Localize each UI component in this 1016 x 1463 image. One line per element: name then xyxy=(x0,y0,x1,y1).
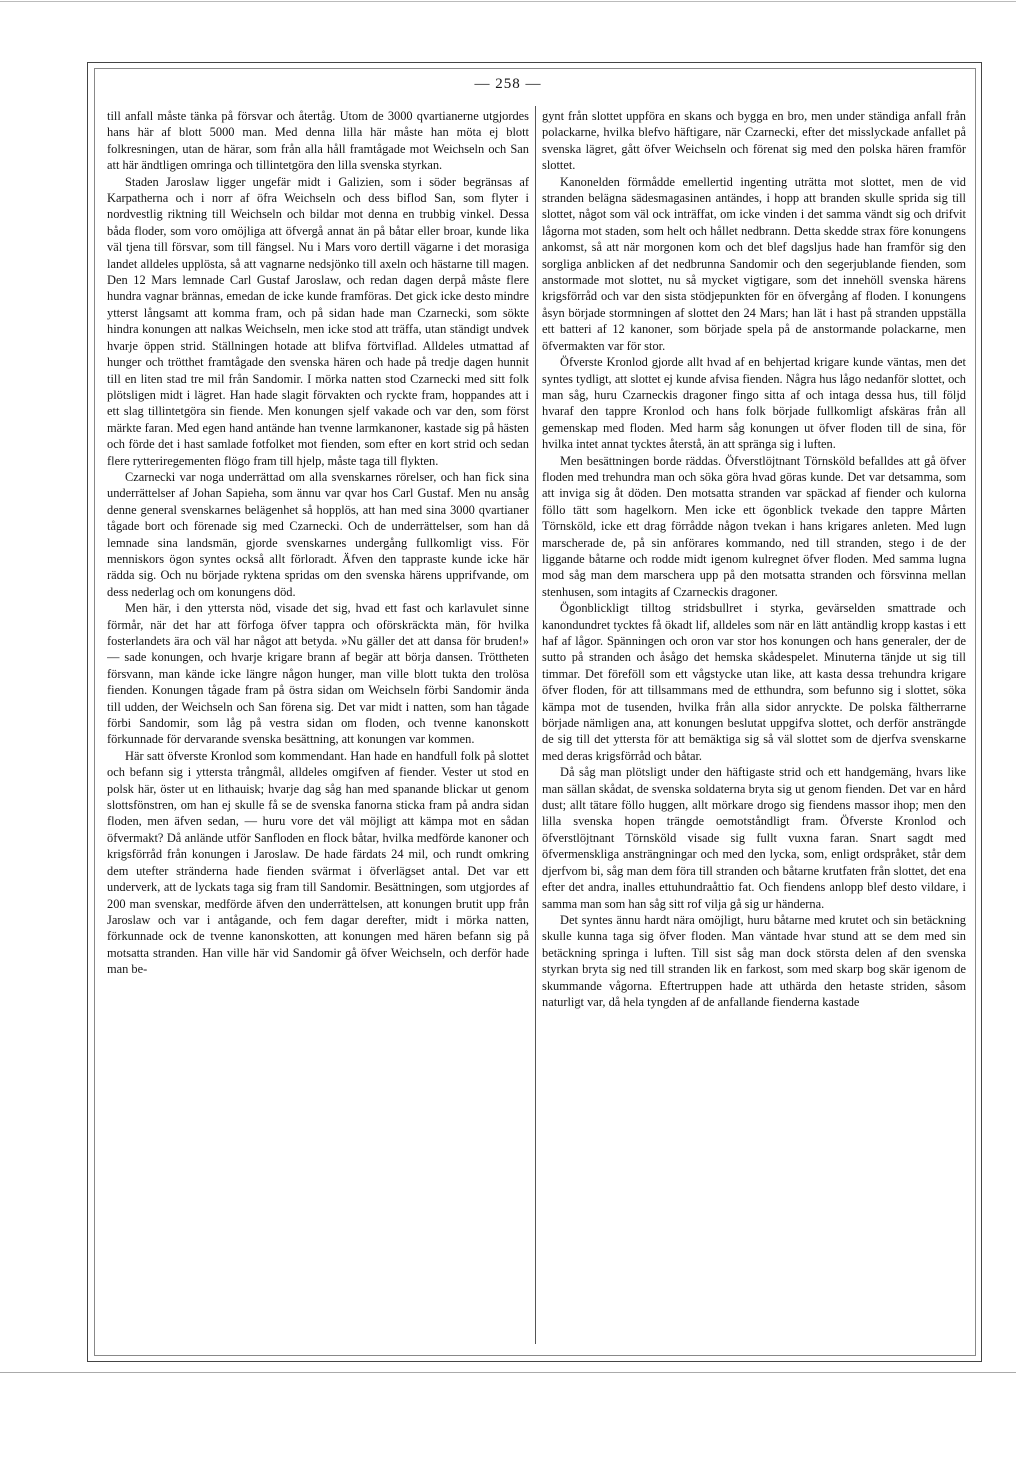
bottom-rule xyxy=(0,1372,1016,1373)
paragraph: Staden Jaroslaw ligger ungefär midt i Galizien, som i söder begränsas af Karpatherna och i norr af öfra Weichseln och dess biflod San, som flyter i nordvestlig riktning till Weichseln och bildar mot denna en trubbig vinkel. Dessa båda floder, som voro omöjliga att öfvergå annat än på båtar eller broar, kunde lika väl tjena till försvar, som till fängsel. Nu i Mars voro dertill vägarne i det morasiga landet alldeles upplösta, så att vagnarne nedsjönko till axeln och hästarne till magen. Den 12 Mars lemnade Carl Gustaf Jaroslaw, och redan dagen derpå måste flere hundra vagnar brännas, emedan de icke kunde framföras. Det gick icke desto mindre ytterst långsamt att komma fram, och på sidan hade man Czarnecki, som sökte hindra konungen att nalkas Weichseln, men icke stod att träffa, utan ständigt undvek hvarje öppen strid. Ställningen hotade att blifva förtviflad. Alldeles utmattad af hunger och trötthet framtågade den svenska hären och hade på tredje dagen hunnit till en liten stad tre mil från Sandomir. I mörka natten stod Czarnecki med sitt folk plötsligen midt i lägret. Han hade slagit förvakten och ryckte fram, hoppandes att i ett slag tillintetgöra sin fiende. Men konungen sjelf vakade och var den, som först märkte faran. Med egen hand antände han tvenne larmkanoner, kastade sig på hästen och förde det i hast samlade fotfolket mot fienden, som efter en kort strid och sedan flere rytteriregementen flögo fram till hjelp, måste taga till flykten. xyxy=(107,174,529,468)
paragraph: Då såg man plötsligt under den häftigaste strid och ett handgemäng, hvars like man sällan skådat, de svenska soldaterna bryta sig ut genom fienden. Det var en hård dust; allt tätare föllo huggen, allt mörkare drogo sig fiendens massor ihop; men den lilla svenska hopen trängde oemotståndligt fram. Öfverste Kronlod och öfverstlöjtnant Törnsköld visade sig fullt vuxna faran. Snart sagdt med öfvermenskliga ansträngningar och med den lycka, som, enligt ordspråket, står dem djerfvom bi, såg man dem föra till stranden och båtarne krutfaten från slottet, det ena efter det andra, inalles ettuhundraåttio fat. Och fiendens anlopp blef desto vildare, i samma man som han såg sitt rof vilja gå sig ur händerna. xyxy=(542,765,966,911)
paragraph: Men här, i den yttersta nöd, visade det sig, hvad ett fast och karlavulet sinne förmår, när det har att förfoga öfver tappra och oförskräckta män, för hvilka fosterlandets ära och väl har något att betyda. »Nu gäller det att dansa för bruden!» — sade konungen, och hvarje krigare brann af begär att börja dansen. Tröttheten försvann, man kände icke längre någon hunger, man ville blott tukta den trolösa fienden. Konungen tågade fram på östra sidan om Weichseln förbi Sandomir ända till udden, der Weichseln och San förena sig. Det var midt i natten, som han tågade förbi Sandomir, som låg på vestra sidan om floden, och tvenne kanonskott förkunnade för dervarande svenska besättning, att konungen var kommen. xyxy=(107,601,529,747)
paragraph: gynt från slottet uppföra en skans och bygga en bro, men under ständiga anfall från polackarne, hvilka blefvo häftigare, när Czarnecki, efter det misslyckade anfallet på svenska lägret, gått öfver Weichseln och förenat sig med den polska hären framför slottet. xyxy=(542,109,966,173)
paragraph: till anfall måste tänka på försvar och återtåg. Utom de 3000 qvartianerne utgjordes hans här af blott 5000 man. Med denna lilla här måste han möta ej blott folkresningen, utan de härar, som från alla håll framtågade mot Weichseln och San att här ändtligen omringa och tillintetgöra den lilla svenska styrkan. xyxy=(107,109,529,173)
paragraph: Kanonelden förmådde emellertid ingenting uträtta mot slottet, men de vid stranden belägna sädesmagasinen antändes, i hopp att branden skulle sprida sig till slottet, något som väl ock inträffat, om icke vinden i det samma vändt sig och drifvit lågorna mot staden, som helt och hållet nedbrann. Detta skedde strax före konungens ankomst, så att när morgonen kom och det blef dagsljus hade han framför sig den sorgliga anblicken af det nedbrunna Sandomir och den segerjublande fienden, som anstormade mot slottet, nu så mycket vigtigare, som det innehöll svenska härens krigsförråd och var den sista stödjepunkten för en öfvergång af floden. I konungens åsyn började stormningen af slottet den 24 Mars; han lät i hast på stranden uppställa ett batteri af 12 kanoner, som började spela på de anstormande polackarne, men öfvermakten var för stor. xyxy=(542,174,966,353)
top-rule xyxy=(0,1,1016,2)
column-divider xyxy=(535,106,536,1344)
paragraph: Det syntes ännu hardt nära omöjligt, huru båtarne med krutet och sin betäckning skulle kunna taga sig öfver floden. Man väntade hvar stund att se dem med sin betäckning springa i luften. Till sist såg man dock största delen af den svenska styrkan bryta sig ned till stranden lik en farkost, som med skarp bog skär igenom de skummande vågorna. Eftertruppen hade att uthärda den hetaste striden, såsom naturligt var, då hela tyngden af de anfallande fienderna kastade xyxy=(542,912,966,1009)
paragraph: Här satt öfverste Kronlod som kommendant. Han hade en handfull folk på slottet och befann sig i yttersta trångmål, alldeles omgifven af fiender. Vester ut stod en polsk här, öster ut en lithauisk; hvarje dag såg han med spanande blickar ut genom slottsfönstren, om han ej skulle få se de svenska fanorna sticka fram på andra sidan floden, men äfven sedan, — huru vore det väl möjligt att kämpa mot en sådan öfvermakt? Då anlände utför Sanfloden en flock båtar, hvilka medförde kanoner och krigsförråd från konungen i Jaroslaw. De hade färdats 24 mil, och rundt omkring dem utefter stränderna hade fienden svärmat i öfverlägset antal. Det var ett underverk, att de lyckats taga sig fram till Sandomir. Besättningen, som utgjordes af 200 man svenskar, medförde äfven den underrättelsen, att konungen brutit upp från Jaroslaw och var i antågande, och fem dagar derefter, midt i mörka natten, förkunnade ock de tvenne kanonskotten, att konungen med hären befann sig på motsatta stranden. Han ville här vid Sandomir gå öfver Weichseln, och derför hade man be- xyxy=(107,748,529,977)
page-number: — 258 — xyxy=(474,76,542,92)
left-column xyxy=(107,108,529,1346)
paragraph: Czarnecki var noga underrättad om alla svenskarnes rörelser, och han fick sina underrättelser af Johan Sapieha, som ännu var qvar hos Carl Gustaf. Men nu ansåg denne general svenskarnes belägenhet så hopplös, att han med sina 3000 qvartianer tågade bort och förenade sig med Czarnecki. Och de underrättelser, som han då lemnade sina landsmän, gjorde svenskarnes undergång fullkomligt viss. För menniskors ögon syntes också allt förloradt. Äfven den tappraste kunde icke här rädda sig. Och nu började ryktena spridas om den svenska härens upprifvande, om dess nederlag och om konungens död. xyxy=(107,469,529,599)
paragraph: Men besättningen borde räddas. Öfverstlöjtnant Törnsköld befalldes att gå öfver floden med trehundra man och söka göra hvad göras kunde. Det var detsamma, som att inviga sig åt döden. Den motsatta stranden var späckad af fiender och kulorna föllo tätt som hagelkorn. Men icke ett ögonblick tvekade den tappre Mårten Törnsköld, icke ett drag förrådde någon tvekan i hans krigares anleten. Med lugn marscherade de, på sin anförares kommando, ned till stranden, stego i de der liggande båtarne och rodde midt igenom kulregnet öfver floden. Med samma lugna mod såg man dem marschera upp på den motsatta stranden och försvinna mellan stenhusen, som intagits af Czarneckis dragoner. xyxy=(542,453,966,599)
right-column xyxy=(542,108,966,1346)
paragraph: Ögonblickligt tilltog stridsbullret i styrka, gevärselden smattrade och kanondundret tycktes få ökadt lif, alldeles som när en lätt antändlig kropp kastas i ett haf af lågor. Spänningen och oron var stor hos konungen och hans generaler, der de sutto på stranden och åsågo det hemska skådespelet. Minuterna tänjde ut sig till timmar. Det föreföll som ett vågstycke utan like, att kasta dessa trehundra krigare öfver floden, för att tillsammans med de etthundra, som befunno sig i slottet, söka kämpa mot de tusenden, hvilka från alla sidor anryckte. De polska fältherrarne började nämligen ana, att konungen beslutat uppgifva slottet, och derför ansträngde de sig till det yttersta för att bemäktiga sig så väl slottet som de djerfva svenskarne med deras krigsförråd och båtar. xyxy=(542,601,966,763)
paragraph: Öfverste Kronlod gjorde allt hvad af en behjertad krigare kunde väntas, men det syntes tydligt, att slottet ej kunde afvisa fienden. Några hus lågo nedanför slottet, och man såg, huru Czarneckis dragoner fingo sitta af och intaga dessa hus, till följd hvaraf den tappre Kronlod och hans folk började fullkomligt afskäras från all gemenskap med floden. Med harm såg konungen ut öfver floden till de sina, för hvilka intet annat tycktes återstå, än att spränga sig i luften. xyxy=(542,355,966,452)
